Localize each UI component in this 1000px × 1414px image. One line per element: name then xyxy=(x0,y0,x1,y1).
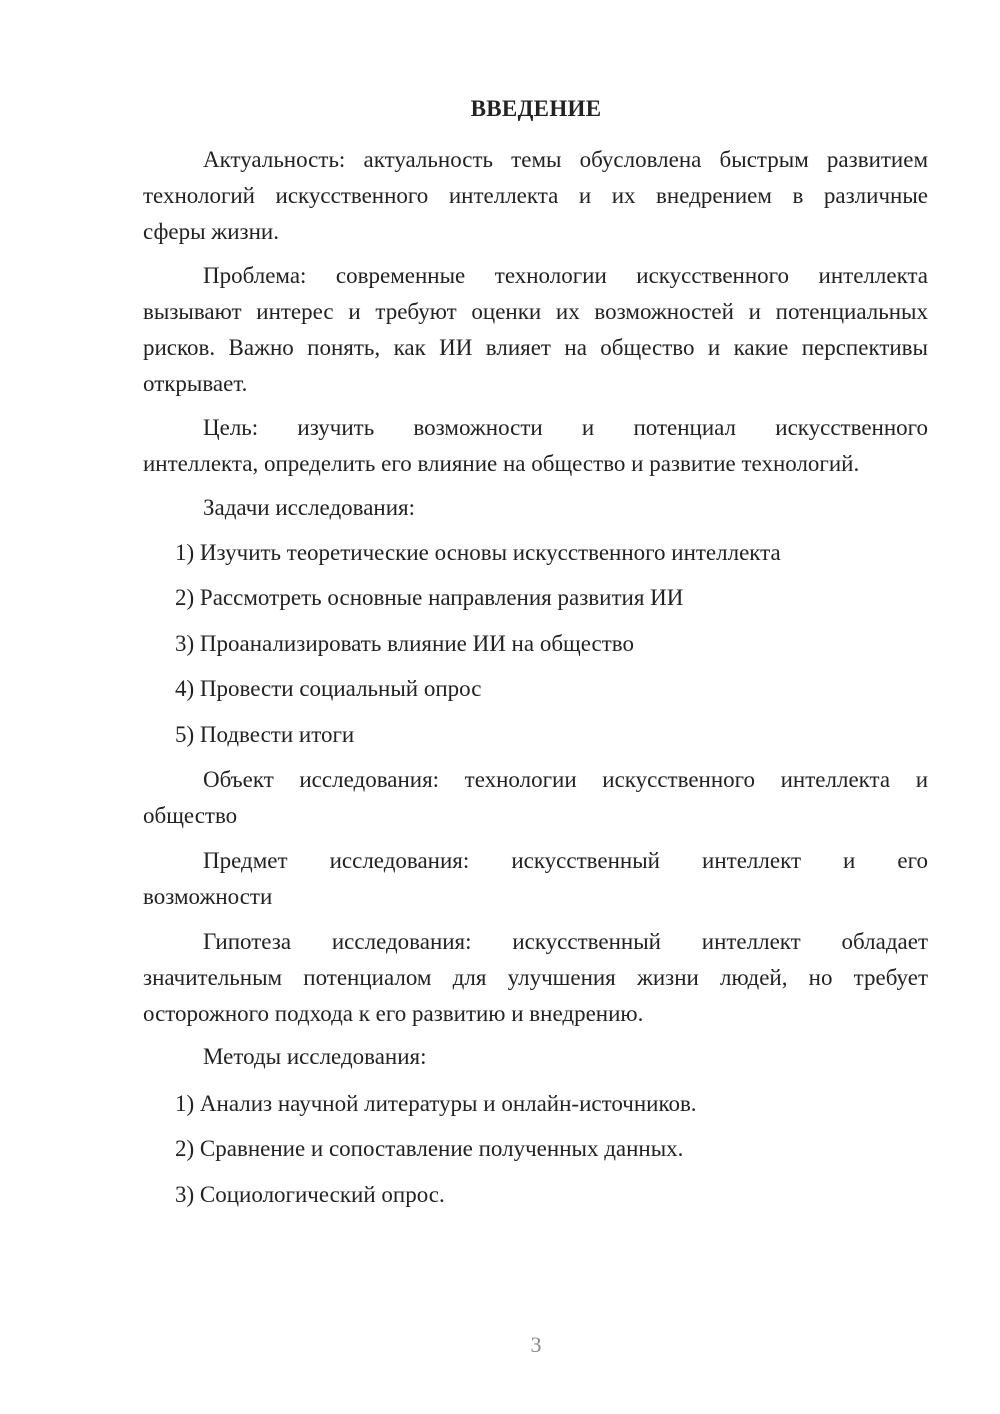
method-item-3: 3) Социологический опрос. xyxy=(175,1182,445,1207)
object-line-1: Объект исследования: технологии искусственного интеллекта и xyxy=(203,767,928,792)
task-item-5: 5) Подвести итоги xyxy=(175,722,355,747)
task-item-2: 2) Рассмотреть основные направления развития ИИ xyxy=(175,585,684,610)
hypothesis-line-3: осторожного подхода к его развитию и внедрению. xyxy=(143,1001,644,1026)
problem-line-4: открывает. xyxy=(143,371,248,396)
page-title: ВВЕДЕНИЕ xyxy=(470,96,602,121)
goal-paragraph xyxy=(143,410,928,482)
hypothesis-line-1: Гипотеза исследования: искусственный интеллект обладает xyxy=(203,929,928,954)
relevance-line-3: сферы жизни. xyxy=(143,219,279,244)
tasks-heading: Задачи исследования: xyxy=(203,495,416,520)
relevance-line-1: Актуальность: актуальность темы обусловлена быстрым развитием xyxy=(203,147,928,172)
goal-line-1: Цель: изучить возможности и потенциал искусственного xyxy=(203,415,928,440)
task-item-4: 4) Провести социальный опрос xyxy=(175,676,482,701)
hypothesis-line-2: значительным потенциалом для улучшения жизни людей, но требует xyxy=(143,965,928,990)
hypothesis-paragraph xyxy=(143,924,928,1032)
method-item-1: 1) Анализ научной литературы и онлайн-источников. xyxy=(175,1091,697,1116)
relevance-line-2: технологий искусственного интеллекта и их внедрением в различные xyxy=(143,183,928,208)
method-item-2: 2) Сравнение и сопоставление полученных данных. xyxy=(175,1136,684,1161)
page-number: 3 xyxy=(530,1332,542,1357)
subject-line-1: Предмет исследования: искусственный интеллект и его xyxy=(203,848,928,873)
task-item-1: 1) Изучить теоретические основы искусственного интеллекта xyxy=(175,540,781,565)
problem-line-1: Проблема: современные технологии искусственного интеллекта xyxy=(203,263,928,288)
problem-line-2: вызывают интерес и требуют оценки их возможностей и потенциальных xyxy=(143,299,928,324)
relevance-paragraph xyxy=(143,142,928,250)
goal-line-2: интеллекта, определить его влияние на общество и развитие технологий. xyxy=(143,451,860,476)
problem-line-3: рисков. Важно понять, как ИИ влияет на общество и какие перспективы xyxy=(143,335,928,360)
object-line-2: общество xyxy=(143,803,238,828)
subject-paragraph xyxy=(143,843,928,915)
object-paragraph xyxy=(143,762,928,834)
subject-line-2: возможности xyxy=(143,884,273,909)
problem-paragraph xyxy=(143,258,928,402)
methods-heading: Методы исследования: xyxy=(203,1044,427,1069)
task-item-3: 3) Проанализировать влияние ИИ на общество xyxy=(175,631,634,656)
